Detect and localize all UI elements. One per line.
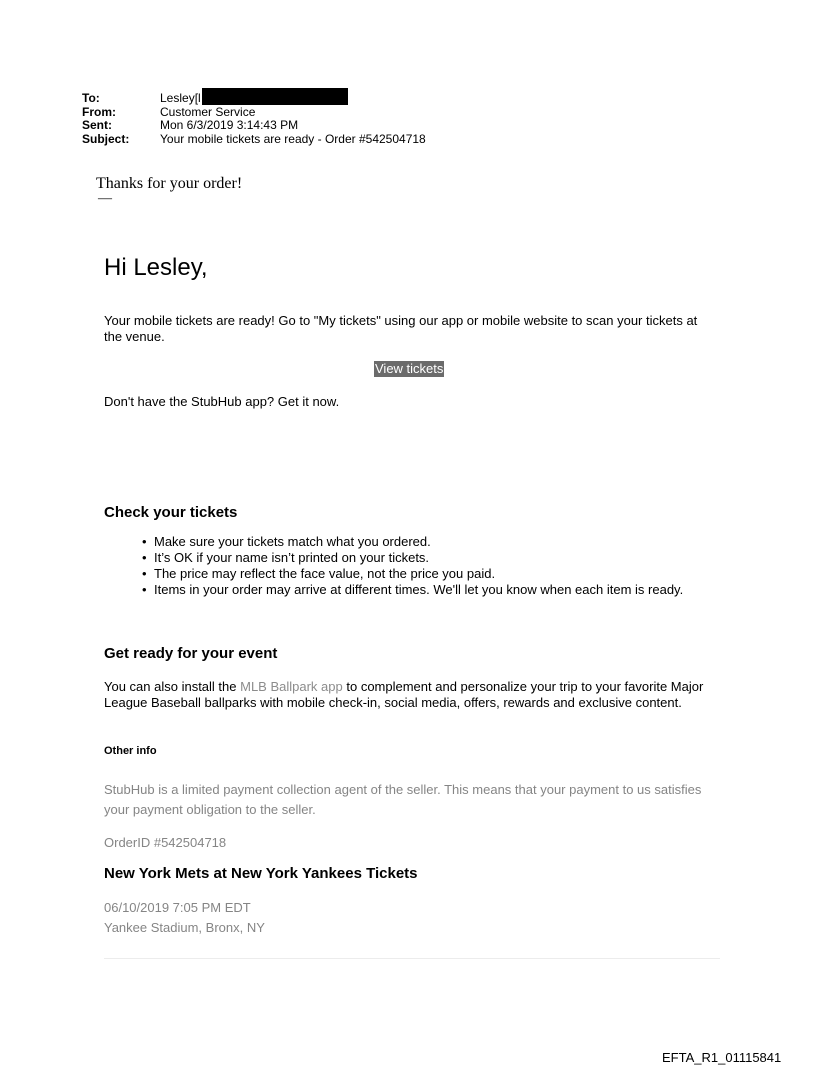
event-meta	[104, 898, 265, 938]
view-tickets-button[interactable]: View tickets	[375, 361, 444, 376]
dash-separator: —	[98, 191, 112, 206]
other-info-heading: Other info	[104, 745, 157, 757]
bullet: •	[142, 566, 147, 581]
bullet: •	[142, 534, 147, 549]
greeting: Hi Lesley,	[104, 254, 208, 281]
to-label: To:	[82, 91, 100, 105]
event-prep-heading: Get ready for your event	[104, 645, 278, 662]
from-value: Customer Service	[160, 104, 256, 119]
list-item-text: It’s OK if your name isn’t printed on your tickets.	[154, 550, 430, 565]
list-item	[140, 582, 700, 598]
event-text-before: You can also install the	[104, 679, 241, 694]
from-label: From:	[82, 104, 116, 119]
document-id: EFTA_R1_01115841	[662, 1050, 782, 1065]
intro-text: Your mobile tickets are ready! Go to "My tickets" using our app or mobile website to scan your tickets at the venue.	[104, 313, 698, 344]
subject-value: Your mobile tickets are ready - Order #542504718	[160, 131, 426, 146]
sent-value: Mon 6/3/2019 3:14:43 PM	[160, 118, 299, 132]
bullet: •	[142, 582, 147, 597]
redaction-block	[202, 88, 348, 105]
sent-row	[82, 119, 426, 133]
list-item-text: Items in your order may arrive at different times. We'll let you know when each item is ready.	[154, 582, 684, 597]
event-venue: Yankee Stadium, Bronx, NY	[104, 920, 265, 935]
email-header	[82, 92, 426, 146]
subject-label: Subject:	[82, 131, 130, 146]
order-id: OrderID #542504718	[104, 835, 227, 850]
to-row	[82, 92, 426, 106]
event-text-after: to complement and personalize your trip to your favorite Major League Baseball ballparks with mobile check-in, social media, offers, rewards and exclusive content.	[104, 679, 704, 710]
check-tickets-heading: Check your tickets	[104, 504, 238, 521]
list-item	[140, 534, 700, 550]
event-title: New York Mets at New York Yankees Tickets	[104, 865, 418, 882]
sent-label: Sent:	[82, 118, 112, 132]
check-tickets-list	[140, 534, 700, 598]
list-item-text: The price may reflect the face value, not the price you paid.	[154, 566, 496, 581]
thanks-line: Thanks for your order!	[96, 175, 243, 192]
to-value	[160, 92, 348, 106]
app-prompt[interactable]: Don't have the StubHub app? Get it now.	[104, 394, 340, 409]
event-datetime: 06/10/2019 7:05 PM EDT	[104, 900, 251, 915]
list-item-text: Make sure your tickets match what you ordered.	[154, 534, 431, 549]
subject-row	[82, 133, 426, 147]
from-row	[82, 106, 426, 120]
to-name: Lesley[l	[160, 91, 201, 105]
event-prep-text	[104, 679, 720, 711]
list-item	[140, 566, 700, 582]
mlb-app-link[interactable]: MLB Ballpark app	[240, 679, 343, 694]
list-item	[140, 550, 700, 566]
legal-text: StubHub is a limited payment collection agent of the seller. This means that your payment to us satisfies your payment obligation to the seller.	[104, 782, 702, 817]
bullet: •	[142, 550, 147, 565]
divider	[104, 958, 720, 959]
